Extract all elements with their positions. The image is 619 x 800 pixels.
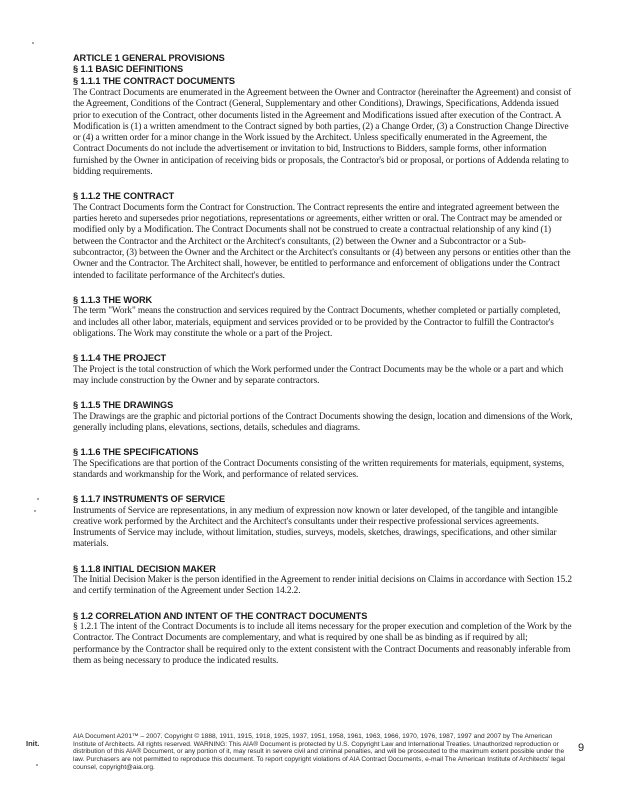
page-number: 9 bbox=[578, 742, 585, 754]
section-1-1-7 bbox=[73, 494, 573, 551]
section-1-2 bbox=[73, 611, 573, 668]
scan-speck bbox=[34, 510, 36, 512]
section-1-1-6-title: § 1.1.6 THE SPECIFICATIONS bbox=[73, 447, 199, 458]
section-1-1-2 bbox=[73, 191, 573, 281]
section-1-1-3-body: The term "Work" means the construction and services required by the Contract Documents, whether completed or partially completed, and includes all other labor, materials, equipment and services provided or to be provided by the Contractor to fulfill the Contractor's obligations. The Work may constitute the whole or a part of the Project. bbox=[73, 306, 561, 339]
section-1-1-3 bbox=[73, 295, 573, 340]
basic-definitions-heading: § 1.1 BASIC DEFINITIONS bbox=[73, 64, 184, 75]
scan-speck bbox=[37, 498, 39, 500]
section-1-1-5-title: § 1.1.5 THE DRAWINGS bbox=[73, 400, 174, 411]
section-1-1-6-body: The Specifications are that portion of the Contract Documents consisting of the written requirements for materials, equipment, systems, standards and workmanship for the Work, and performance of related services. bbox=[73, 458, 564, 480]
article-heading: ARTICLE 1 GENERAL PROVISIONS bbox=[73, 53, 225, 63]
section-1-1-5-body: The Drawings are the graphic and pictorial portions of the Contract Documents showing the design, location and dimensions of the Work, generally including plans, elevations, sections, details, schedules and diagrams. bbox=[73, 411, 573, 433]
section-1-1-4-body: The Project is the total construction of which the Work performed under the Contract Documents may be the whole or a part and which may include construction by the Owner and by separate contractors. bbox=[73, 364, 564, 386]
section-1-1-2-body: The Contract Documents form the Contract for Construction. The Contract represents the entire and integrated agreement between the parties hereto and supersedes prior negotiations, representations or agreements, either written or oral. The Contract may be amended or modified only by a Modification. The Contract Documents shall not be construed to create a contractual relationship of any kind (1) between the Contractor and the Architect or the Architect's consultants, (2) between the Owner and a Subcontractor or a Sub-subcontractor, (3) between the Owner and the Architect or the Architect's consultants or (4) between any persons or entities other than the Owner and the Contractor. The Architect shall, however, be entitled to performance and enforcement of obligations under the Contract intended to facilitate performance of the Architect's duties. bbox=[73, 202, 571, 281]
section-1-1-6 bbox=[73, 447, 573, 481]
section-1-1-5 bbox=[73, 400, 573, 434]
section-1-1-8-title: § 1.1.8 INITIAL DECISION MAKER bbox=[73, 563, 216, 574]
section-1-1-1 bbox=[73, 88, 573, 178]
copyright-footer: AIA Document A201™ – 2007. Copyright © 1888, 1911, 1915, 1918, 1925, 1937, 1951, 1958, 1961, 1963, 1966, 1970, 1976, 1987, 1997 and 2007 by The American Institute of Architects. All rights reserved. WARNING: This AIA® Document is protected by U.S. Copyright Law and International Treaties. Unauthorized reproduction or distribution of this AIA® Document, or any portion of it, may result in severe civil and criminal penalties, and will be prosecuted to the maximum extent possible under the law. Purchasers are not permitted to reproduce this document. To report copyright violations of AIA Contract Documents, e-mail The American Institute of Architects' legal counsel, copyright@aia.org. bbox=[73, 733, 566, 771]
section-1-1-2-title: § 1.1.2 THE CONTRACT bbox=[73, 191, 175, 202]
section-1-1-4 bbox=[73, 353, 573, 387]
contract-documents-heading: § 1.1.1 THE CONTRACT DOCUMENTS bbox=[73, 75, 235, 86]
section-1-1-8-body: The Initial Decision Maker is the person identified in the Agreement to render initial decisions on Claims in accordance with Section 15.2 and certify termination of the Agreement under Section 14.2.2. bbox=[73, 575, 572, 597]
section-1-1-7-title: § 1.1.7 INSTRUMENTS OF SERVICE bbox=[73, 494, 226, 505]
section-1-1-4-title: § 1.1.4 THE PROJECT bbox=[73, 353, 167, 364]
initials-label: Init. bbox=[26, 739, 40, 748]
heading-block bbox=[73, 53, 573, 87]
scan-speck bbox=[32, 42, 34, 44]
scan-speck bbox=[36, 764, 38, 766]
section-1-1-3-title: § 1.1.3 THE WORK bbox=[73, 294, 153, 305]
section-1-2-1-body: § 1.2.1 The intent of the Contract Documents is to include all items necessary for the proper execution and completion of the Work by the Contractor. The Contract Documents are complementary, and what is required by one shall be as binding as if required by all; performance by the Contractor shall be required only to the extent consistent with the Contract Documents and reasonably inferable from them as being necessary to produce the indicated results. bbox=[73, 622, 572, 667]
section-1-2-title: § 1.2 CORRELATION AND INTENT OF THE CONTRACT DOCUMENTS bbox=[73, 610, 368, 621]
section-1-1-7-body: Instruments of Service are representations, in any medium of expression now known or later developed, of the tangible and intangible creative work performed by the Architect and the Architect's consultants under their respective professional services agreements. Instruments of Service may include, without limitation, studies, surveys, models, sketches, drawings, specifications, and other similar materials. bbox=[73, 505, 558, 550]
section-1-1-8 bbox=[73, 564, 573, 598]
document-body bbox=[73, 88, 573, 680]
section-1-1-1-body: The Contract Documents are enumerated in the Agreement between the Owner and Contractor (hereinafter the Agreement) and consist of the Agreement, Conditions of the Contract (General, Supplementary and other Conditions), Drawings, Specifications, Addenda issued prior to execution of the Contract, other documents listed in the Agreement and Modifications issued after execution of the Contract. A Modification is (1) a written amendment to the Contract signed by both parties, (2) a Change Order, (3) a Construction Change Directive or (4) a written order for a minor change in the Work issued by the Architect. Unless specifically enumerated in the Agreement, the Contract Documents do not include the advertisement or invitation to bid, Instructions to Bidders, sample forms, other information furnished by the Owner in anticipation of receiving bids or proposals, the Contractor's bid or proposal, or portions of Addenda relating to bidding requirements. bbox=[73, 88, 572, 178]
